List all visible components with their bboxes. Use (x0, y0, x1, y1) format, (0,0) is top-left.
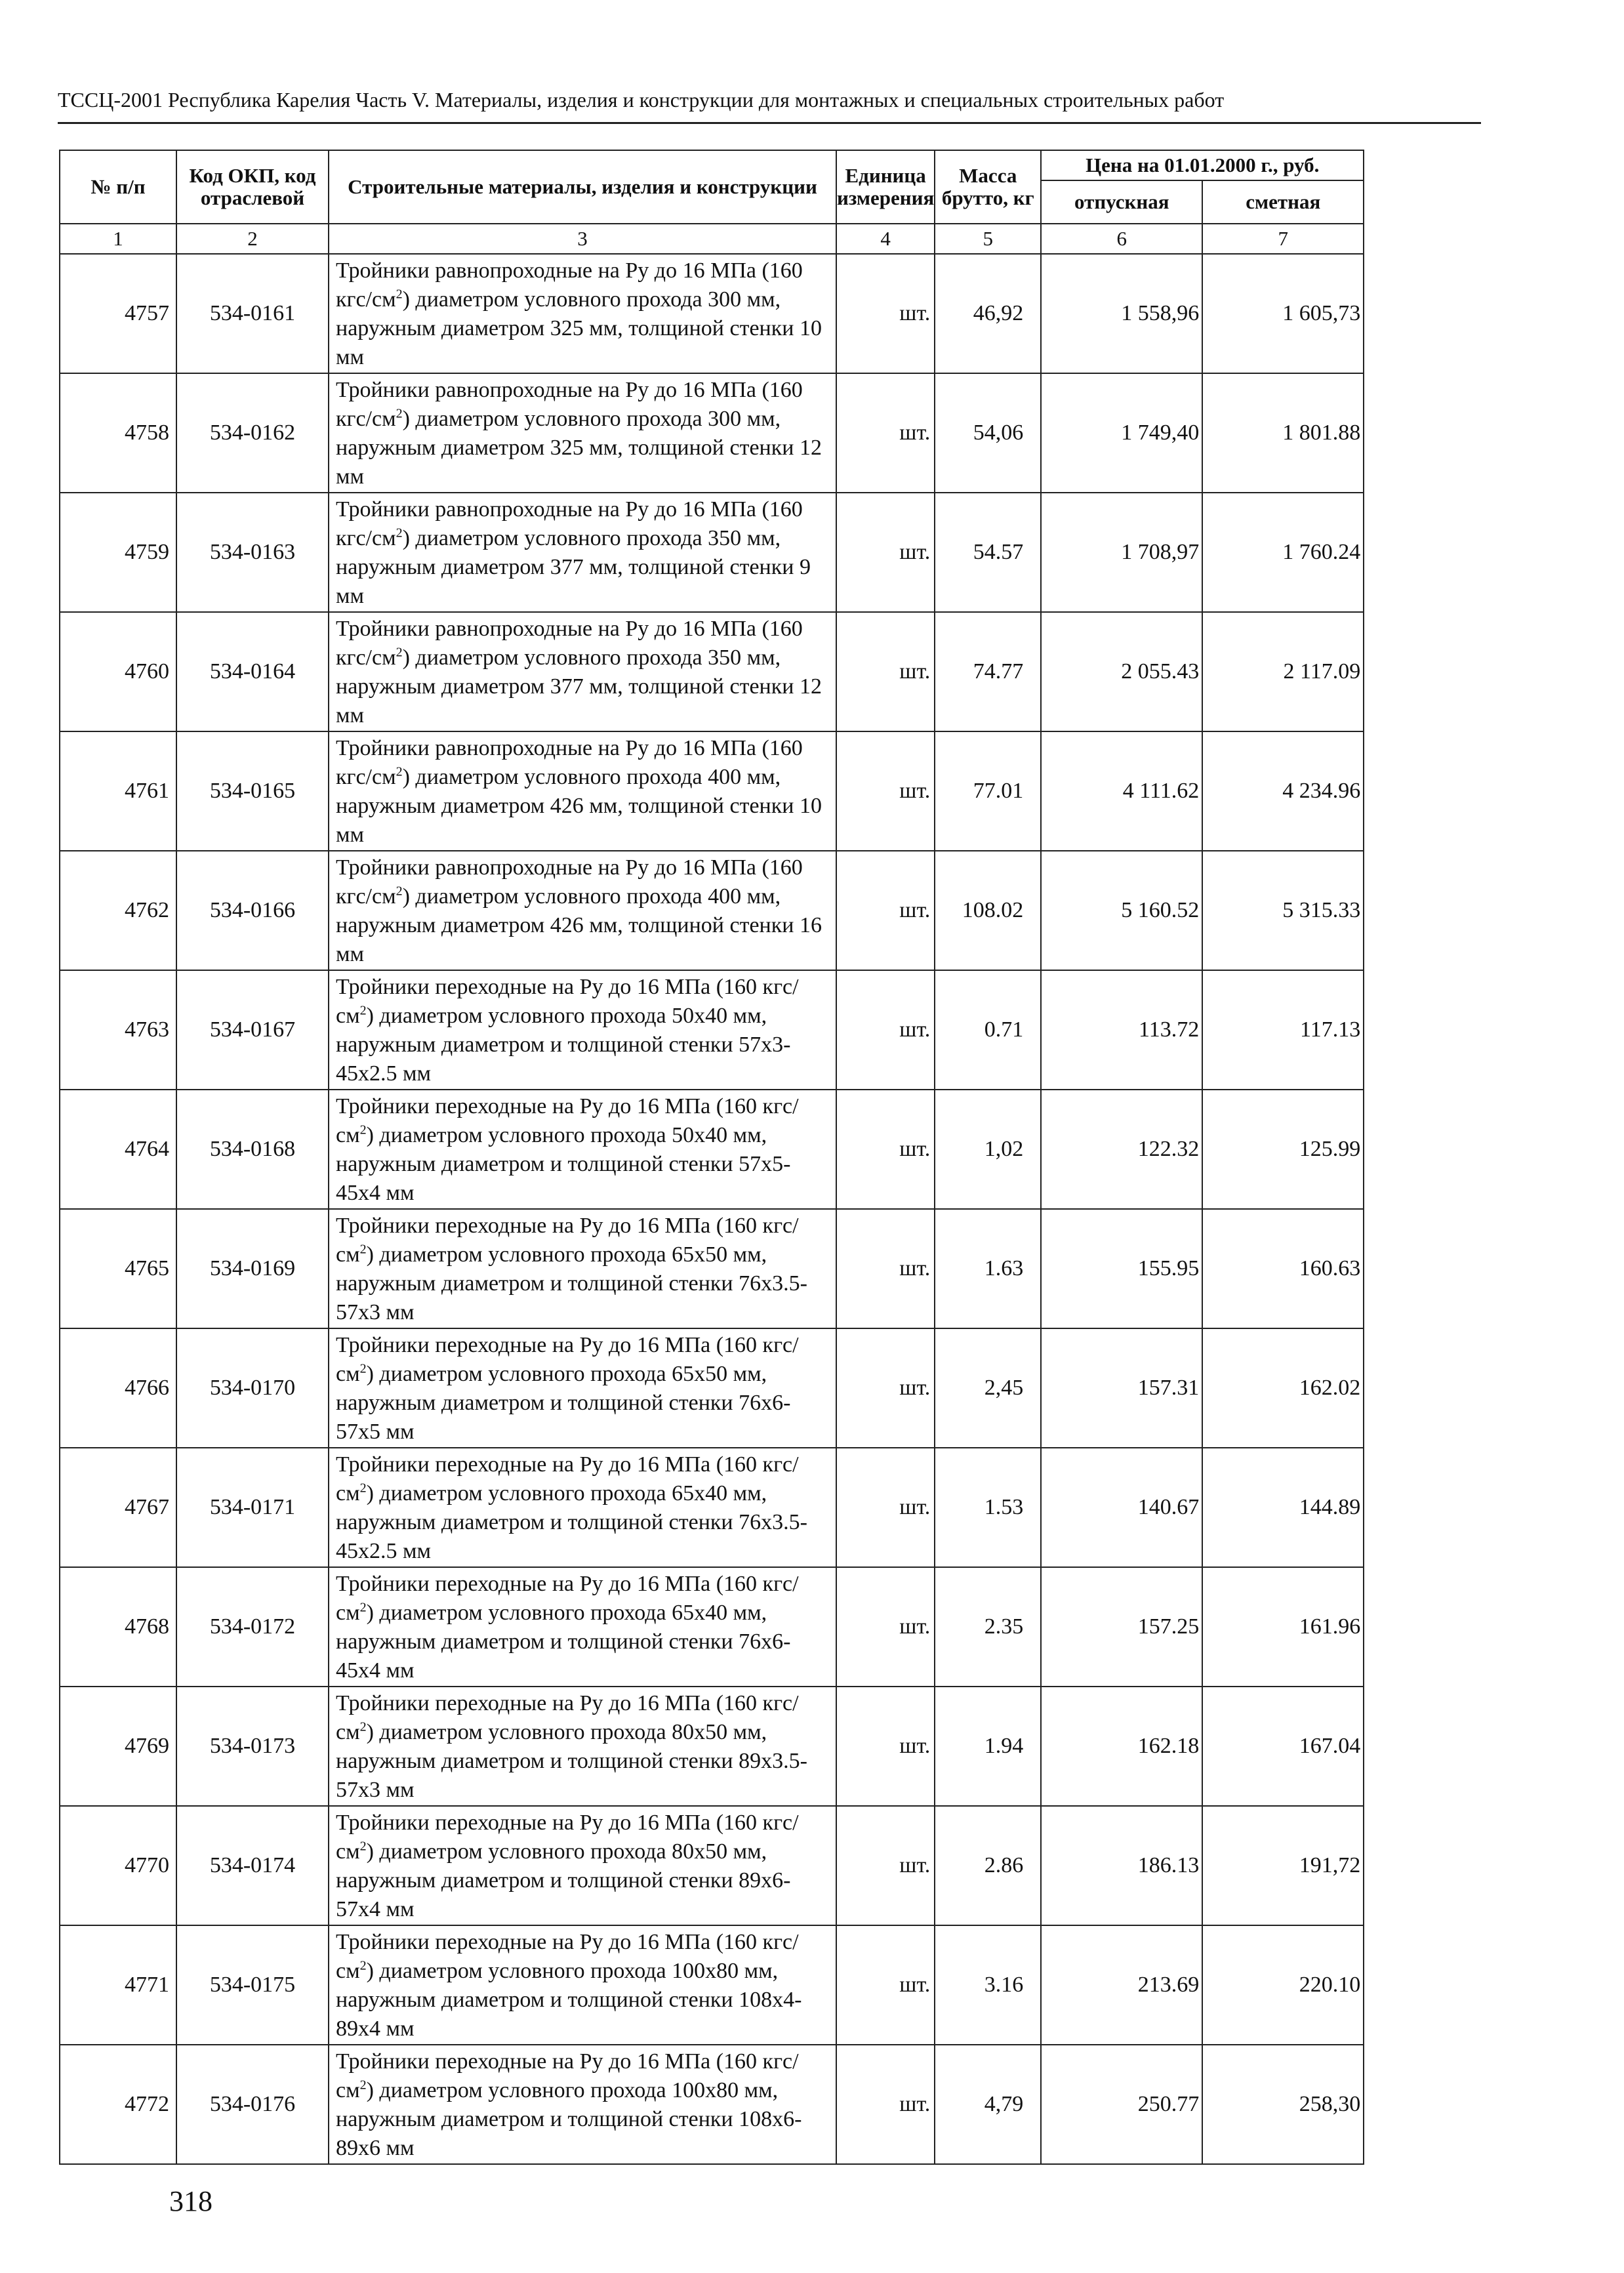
cell-price-release: 250.77 (1041, 2045, 1202, 2164)
cell-price-estimate: 167.04 (1202, 1687, 1364, 1806)
superscript: 2 (396, 406, 403, 421)
cell-unit: шт. (836, 493, 935, 612)
cell-code: 534-0170 (176, 1328, 329, 1448)
cell-description (329, 1209, 836, 1328)
cell-price-estimate: 162.02 (1202, 1328, 1364, 1448)
cell-code: 534-0167 (176, 970, 329, 1090)
cell-mass: 1.53 (935, 1448, 1041, 1567)
cell-num: 4771 (60, 1925, 176, 2045)
cell-unit: шт. (836, 254, 935, 373)
cell-unit: шт. (836, 1328, 935, 1448)
table-row (60, 493, 1364, 612)
cell-unit: шт. (836, 612, 935, 731)
description-text: Тройники переходные на Ру до 16 МПа (160 кгс/см (336, 1214, 799, 1267)
cell-unit: шт. (836, 1687, 935, 1806)
description-text: Тройники равнопроходные на Ру до 16 МПа (160 кгс/см (336, 617, 803, 670)
cell-num: 4757 (60, 254, 176, 373)
description-text: ) диаметром условного прохода 400 мм, наружным диаметром 426 мм, толщиной стенки 10 мм (336, 765, 822, 847)
cell-mass: 2,45 (935, 1328, 1041, 1448)
cell-price-release: 162.18 (1041, 1687, 1202, 1806)
cell-code: 534-0168 (176, 1090, 329, 1209)
description-text: Тройники равнопроходные на Ру до 16 МПа (160 кгс/см (336, 497, 803, 550)
cell-description (329, 851, 836, 970)
cell-description (329, 612, 836, 731)
header-name: Строительные материалы, изделия и конструкции (329, 150, 836, 224)
cell-unit: шт. (836, 1209, 935, 1328)
column-number: 6 (1041, 224, 1202, 254)
cell-mass: 1.63 (935, 1209, 1041, 1328)
column-number: 5 (935, 224, 1041, 254)
table-body (60, 254, 1364, 2164)
table-row (60, 2045, 1364, 2164)
table-row (60, 1209, 1364, 1328)
cell-unit: шт. (836, 1448, 935, 1567)
cell-unit: шт. (836, 851, 935, 970)
table-row (60, 1090, 1364, 1209)
superscript: 2 (359, 1600, 367, 1615)
cell-num: 4768 (60, 1567, 176, 1687)
cell-code: 534-0164 (176, 612, 329, 731)
cell-price-estimate: 220.10 (1202, 1925, 1364, 2045)
cell-mass: 108.02 (935, 851, 1041, 970)
description-text: Тройники переходные на Ру до 16 МПа (160 кгс/см (336, 1930, 799, 1983)
table-row (60, 373, 1364, 493)
cell-price-release: 157.31 (1041, 1328, 1202, 1448)
superscript: 2 (396, 645, 403, 660)
cell-description (329, 373, 836, 493)
cell-code: 534-0166 (176, 851, 329, 970)
cell-num: 4759 (60, 493, 176, 612)
superscript: 2 (359, 1361, 367, 1376)
price-table (59, 150, 1364, 2165)
column-number: 7 (1202, 224, 1364, 254)
cell-price-release: 122.32 (1041, 1090, 1202, 1209)
cell-price-release: 157.25 (1041, 1567, 1202, 1687)
description-text: Тройники переходные на Ру до 16 МПа (160 кгс/см (336, 975, 799, 1028)
cell-price-release: 155.95 (1041, 1209, 1202, 1328)
cell-price-release: 186.13 (1041, 1806, 1202, 1925)
cell-description (329, 1925, 836, 2045)
header-num: № п/п (60, 150, 176, 224)
description-text: Тройники переходные на Ру до 16 МПа (160 кгс/см (336, 1452, 799, 1505)
table-row (60, 1806, 1364, 1925)
description-text: ) диаметром условного прохода 350 мм, наружным диаметром 377 мм, толщиной стенки 12 мм (336, 645, 822, 727)
superscript: 2 (359, 1839, 367, 1854)
description-text: Тройники равнопроходные на Ру до 16 МПа (160 кгс/см (336, 855, 803, 909)
superscript: 2 (359, 1003, 367, 1018)
cell-price-estimate: 258,30 (1202, 2045, 1364, 2164)
cell-price-release: 113.72 (1041, 970, 1202, 1090)
cell-mass: 2.86 (935, 1806, 1041, 1925)
header-code: Код ОКП, код отраслевой (176, 150, 329, 224)
cell-mass: 3.16 (935, 1925, 1041, 2045)
cell-unit: шт. (836, 731, 935, 851)
cell-code: 534-0163 (176, 493, 329, 612)
description-text: ) диаметром условного прохода 50х40 мм, наружным диаметром и толщиной стенки 57х3-45х2.5 мм (336, 1004, 791, 1086)
description-text: Тройники переходные на Ру до 16 МПа (160 кгс/см (336, 1691, 799, 1744)
cell-code: 534-0176 (176, 2045, 329, 2164)
cell-price-release: 213.69 (1041, 1925, 1202, 2045)
cell-mass: 74.77 (935, 612, 1041, 731)
header-mass: Масса брутто, кг (935, 150, 1041, 224)
column-number: 1 (60, 224, 176, 254)
description-text: ) диаметром условного прохода 65х50 мм, наружным диаметром и толщиной стенки 76х6-57х5 мм (336, 1362, 791, 1444)
page-header: ТССЦ-2001 Республика Карелия Часть V. Материалы, изделия и конструкции для монтажных и специальных строительных работ (58, 88, 1225, 112)
description-text: Тройники переходные на Ру до 16 МПа (160 кгс/см (336, 1333, 799, 1386)
cell-price-estimate: 144.89 (1202, 1448, 1364, 1567)
description-text: ) диаметром условного прохода 300 мм, наружным диаметром 325 мм, толщиной стенки 12 мм (336, 407, 822, 489)
cell-price-estimate: 5 315.33 (1202, 851, 1364, 970)
description-text: ) диаметром условного прохода 100х80 мм, наружным диаметром и толщиной стенки 108х4-89х4 мм (336, 1959, 802, 2041)
cell-price-estimate: 2 117.09 (1202, 612, 1364, 731)
table-row (60, 731, 1364, 851)
cell-description (329, 1806, 836, 1925)
description-text: Тройники переходные на Ру до 16 МПа (160 кгс/см (336, 2049, 799, 2102)
cell-unit: шт. (836, 1090, 935, 1209)
cell-num: 4760 (60, 612, 176, 731)
cell-price-release: 1 558,96 (1041, 254, 1202, 373)
description-text: ) диаметром условного прохода 65х40 мм, наружным диаметром и толщиной стенки 76х3.5-45х2.5 мм (336, 1481, 807, 1563)
cell-num: 4764 (60, 1090, 176, 1209)
header-price-estimate: сметная (1202, 180, 1364, 224)
cell-price-release: 1 708,97 (1041, 493, 1202, 612)
cell-mass: 77.01 (935, 731, 1041, 851)
cell-unit: шт. (836, 373, 935, 493)
table-row (60, 1925, 1364, 2045)
cell-num: 4765 (60, 1209, 176, 1328)
header-rule (58, 122, 1481, 124)
cell-mass: 46,92 (935, 254, 1041, 373)
column-number: 3 (329, 224, 836, 254)
description-text: Тройники равнопроходные на Ру до 16 МПа (160 кгс/см (336, 736, 803, 789)
cell-code: 534-0165 (176, 731, 329, 851)
header-unit: Единица измерения (836, 150, 935, 224)
cell-mass: 54.57 (935, 493, 1041, 612)
cell-unit: шт. (836, 970, 935, 1090)
description-text: Тройники переходные на Ру до 16 МПа (160 кгс/см (336, 1094, 799, 1147)
cell-code: 534-0173 (176, 1687, 329, 1806)
superscript: 2 (359, 1719, 367, 1734)
cell-description (329, 254, 836, 373)
cell-description (329, 2045, 836, 2164)
cell-unit: шт. (836, 2045, 935, 2164)
cell-price-estimate: 117.13 (1202, 970, 1364, 1090)
table-row (60, 1567, 1364, 1687)
description-text: Тройники переходные на Ру до 16 МПа (160 кгс/см (336, 1572, 799, 1625)
superscript: 2 (359, 1242, 367, 1257)
cell-price-release: 2 055.43 (1041, 612, 1202, 731)
superscript: 2 (396, 764, 403, 779)
cell-price-estimate: 191,72 (1202, 1806, 1364, 1925)
description-text: Тройники переходные на Ру до 16 МПа (160 кгс/см (336, 1811, 799, 1864)
cell-num: 4762 (60, 851, 176, 970)
description-text: ) диаметром условного прохода 65х50 мм, наружным диаметром и толщиной стенки 76х3.5-57х3 мм (336, 1242, 807, 1324)
cell-num: 4772 (60, 2045, 176, 2164)
table-row (60, 970, 1364, 1090)
cell-num: 4763 (60, 970, 176, 1090)
superscript: 2 (359, 1958, 367, 1973)
cell-code: 534-0172 (176, 1567, 329, 1687)
cell-num: 4766 (60, 1328, 176, 1448)
description-text: ) диаметром условного прохода 300 мм, наружным диаметром 325 мм, толщиной стенки 10 мм (336, 287, 822, 369)
cell-num: 4770 (60, 1806, 176, 1925)
column-number-row (60, 224, 1364, 254)
cell-num: 4769 (60, 1687, 176, 1806)
superscript: 2 (396, 884, 403, 899)
cell-code: 534-0162 (176, 373, 329, 493)
table-row (60, 612, 1364, 731)
cell-description (329, 1090, 836, 1209)
cell-code: 534-0174 (176, 1806, 329, 1925)
cell-description (329, 1448, 836, 1567)
cell-num: 4761 (60, 731, 176, 851)
description-text: ) диаметром условного прохода 65х40 мм, наружным диаметром и толщиной стенки 76х6-45х4 мм (336, 1601, 791, 1683)
cell-num: 4758 (60, 373, 176, 493)
cell-unit: шт. (836, 1925, 935, 2045)
superscript: 2 (396, 287, 403, 302)
description-text: Тройники равнопроходные на Ру до 16 МПа (160 кгс/см (336, 378, 803, 431)
cell-mass: 1,02 (935, 1090, 1041, 1209)
table-row (60, 1448, 1364, 1567)
table-row (60, 1687, 1364, 1806)
header-price-group: Цена на 01.01.2000 г., руб. (1041, 150, 1364, 180)
table-row (60, 254, 1364, 373)
cell-price-estimate: 161.96 (1202, 1567, 1364, 1687)
cell-description (329, 1687, 836, 1806)
table-row (60, 1328, 1364, 1448)
cell-price-estimate: 1 801.88 (1202, 373, 1364, 493)
cell-price-estimate: 1 760.24 (1202, 493, 1364, 612)
cell-price-release: 5 160.52 (1041, 851, 1202, 970)
cell-code: 534-0169 (176, 1209, 329, 1328)
cell-price-estimate: 1 605,73 (1202, 254, 1364, 373)
description-text: ) диаметром условного прохода 350 мм, наружным диаметром 377 мм, толщиной стенки 9 мм (336, 526, 811, 608)
cell-price-release: 4 111.62 (1041, 731, 1202, 851)
superscript: 2 (359, 2078, 367, 2093)
description-text: ) диаметром условного прохода 80х50 мм, наружным диаметром и толщиной стенки 89х6-57х4 мм (336, 1839, 791, 1921)
cell-price-estimate: 125.99 (1202, 1090, 1364, 1209)
cell-description (329, 731, 836, 851)
description-text: ) диаметром условного прохода 100х80 мм, наружным диаметром и толщиной стенки 108х6-89х6 мм (336, 2078, 802, 2160)
cell-description (329, 1567, 836, 1687)
cell-price-release: 1 749,40 (1041, 373, 1202, 493)
cell-price-release: 140.67 (1041, 1448, 1202, 1567)
superscript: 2 (359, 1122, 367, 1137)
description-text: Тройники равнопроходные на Ру до 16 МПа (160 кгс/см (336, 258, 803, 312)
cell-price-estimate: 4 234.96 (1202, 731, 1364, 851)
cell-unit: шт. (836, 1806, 935, 1925)
cell-mass: 4,79 (935, 2045, 1041, 2164)
header-price-release: отпускная (1041, 180, 1202, 224)
description-text: ) диаметром условного прохода 50х40 мм, наружным диаметром и толщиной стенки 57х5-45х4 мм (336, 1123, 791, 1205)
description-text: ) диаметром условного прохода 80х50 мм, наружным диаметром и толщиной стенки 89х3.5-57х3 мм (336, 1720, 807, 1802)
superscript: 2 (396, 525, 403, 541)
cell-mass: 2.35 (935, 1567, 1041, 1687)
cell-price-estimate: 160.63 (1202, 1209, 1364, 1328)
cell-mass: 1.94 (935, 1687, 1041, 1806)
cell-unit: шт. (836, 1567, 935, 1687)
cell-mass: 54,06 (935, 373, 1041, 493)
cell-code: 534-0161 (176, 254, 329, 373)
cell-description (329, 1328, 836, 1448)
cell-num: 4767 (60, 1448, 176, 1567)
page-number: 318 (169, 2185, 213, 2217)
column-number: 4 (836, 224, 935, 254)
cell-description (329, 493, 836, 612)
cell-code: 534-0175 (176, 1925, 329, 2045)
cell-description (329, 970, 836, 1090)
description-text: ) диаметром условного прохода 400 мм, наружным диаметром 426 мм, толщиной стенки 16 мм (336, 884, 822, 966)
cell-mass: 0.71 (935, 970, 1041, 1090)
table-row (60, 851, 1364, 970)
cell-code: 534-0171 (176, 1448, 329, 1567)
superscript: 2 (359, 1481, 367, 1496)
column-number: 2 (176, 224, 329, 254)
